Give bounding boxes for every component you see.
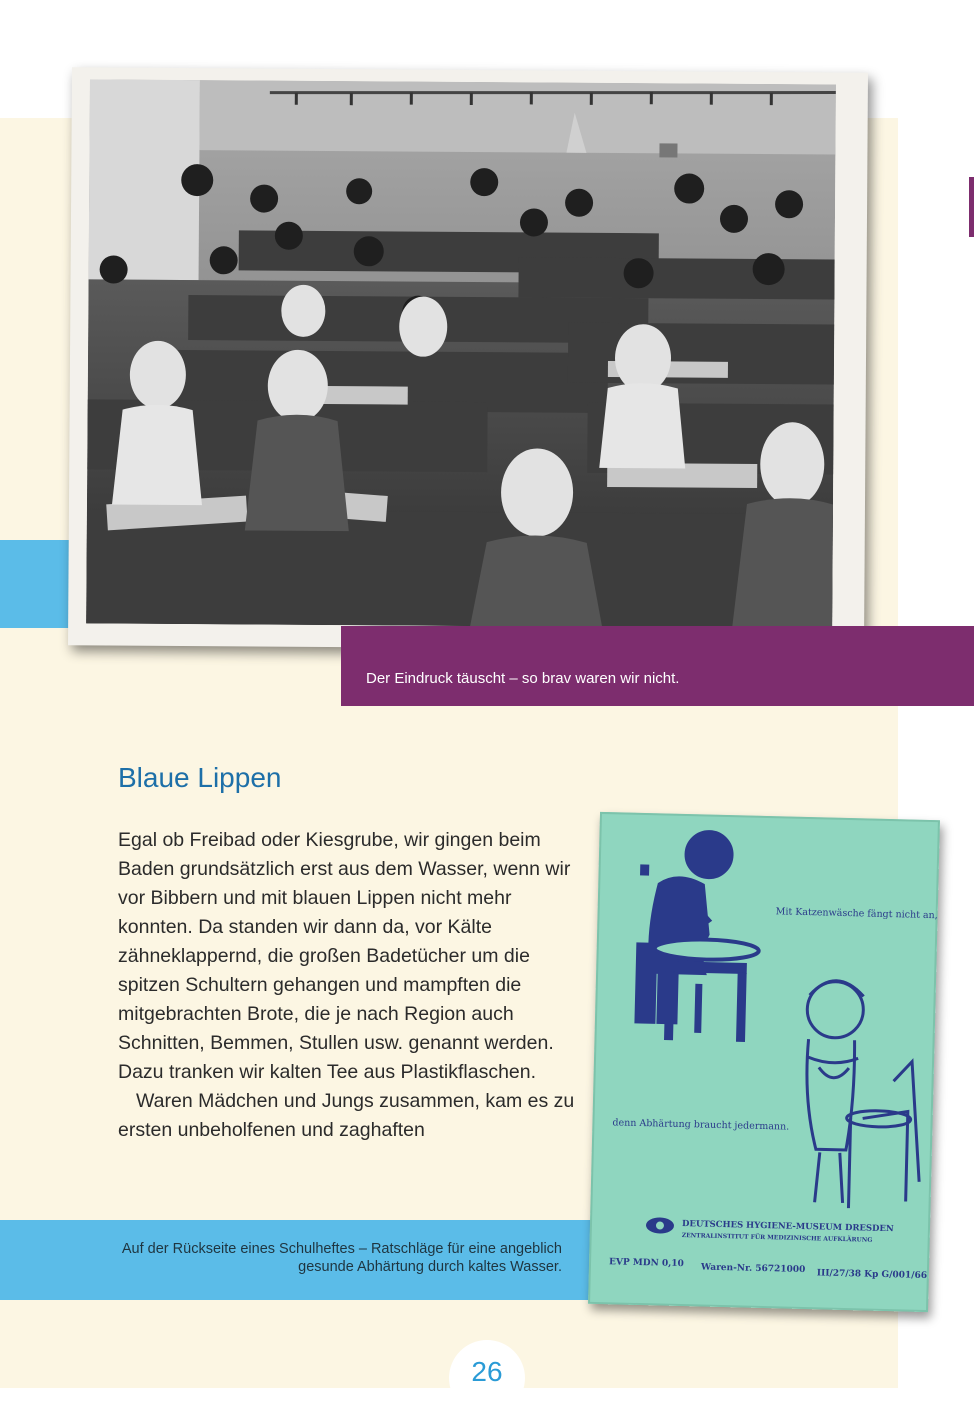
notebook-illustration [588,812,940,1312]
card-code: III/27/38 Kp G/001/66 [816,1268,928,1282]
notebook-back-cover [588,812,940,1312]
card-article-number: Waren-Nr. 56721000 [700,1262,806,1276]
page-number-bubble [449,1340,525,1416]
purple-edge-marker [969,177,974,237]
blue-accent-band [0,540,72,628]
body-paragraph: Egal ob Freibad oder Kiesgrube, wir gingen beim Baden grundsätzlich erst aus dem Wasser, wenn wir vor Bibbern und mit blauen Lippen nicht mehr konnten. Da standen wir dann da, vor Kälte zähneklappernd, die großen Badetücher um die spitzen Schultern gehangen und mampften die mitgebrachten Brote, die je nach Region auch Schnitten, Bemmen, Stullen usw. genannt werden. Dazu tranken wir kalten Tee aus Plastikflaschen. [118,829,571,1083]
classroom-photo [68,67,868,651]
card-line-1: Mit Katzenwäsche fängt nicht an, [775,906,938,922]
photo-caption-band [341,626,974,706]
card-institute: ZENTRALINSTITUT FÜR MEDIZINISCHE AUFKLÄRUNG [681,1232,873,1244]
section-heading: Blaue Lippen [118,762,282,793]
card-price: EVP MDN 0,10 [608,1257,684,1270]
body-text [118,826,588,1145]
photo-caption: Der Eindruck täuscht – so brav waren wir nicht. [366,670,680,687]
body-paragraph: Waren Mädchen und Jungs zusammen, kam es zu ersten unbeholfenen und zaghaften [118,1090,575,1141]
classroom-photo-image [86,79,836,628]
card-caption: Auf der Rückseite eines Schulheftes – Ratschläge für eine angeblich gesunde Abhärtung durch kaltes Wasser. [121,1241,562,1275]
card-publisher: DEUTSCHES HYGIENE-MUSEUM DRESDEN [681,1219,894,1235]
card-line-2: denn Abhärtung braucht jedermann. [612,1117,790,1133]
card-caption-band [0,1220,598,1300]
page-number: 26 [471,1356,503,1387]
